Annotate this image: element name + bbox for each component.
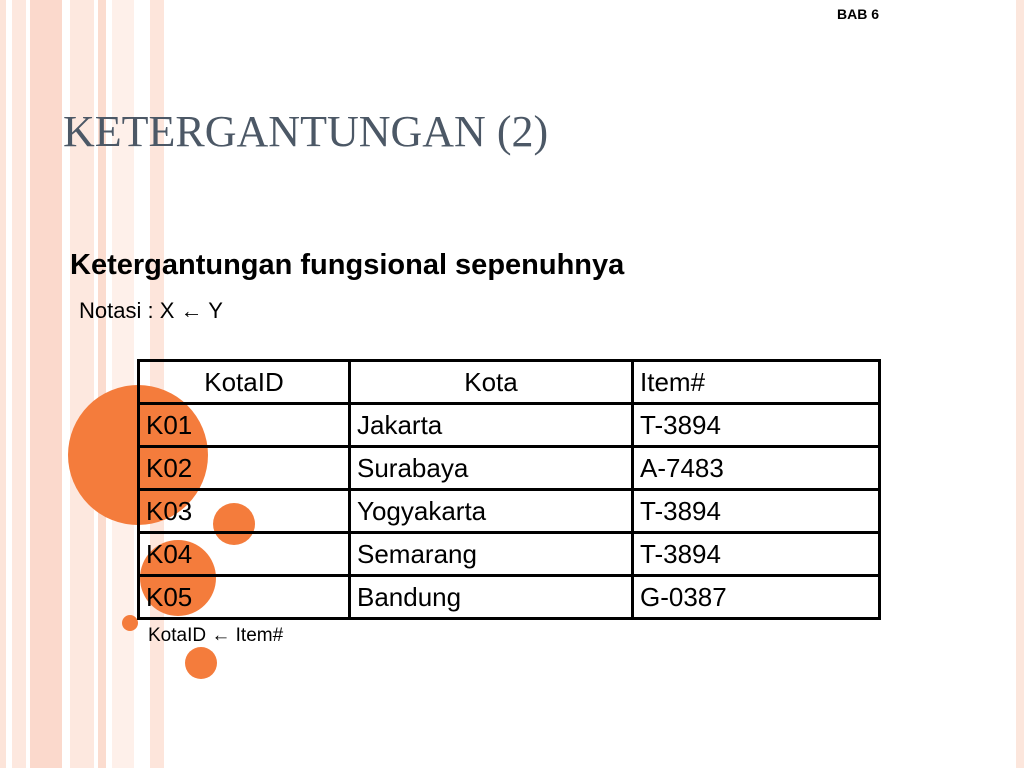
cell-kota: Yogyakarta <box>350 490 633 533</box>
cell-item: T-3894 <box>633 490 880 533</box>
cell-item: G-0387 <box>633 576 880 619</box>
column-header-kota: Kota <box>350 361 633 404</box>
table-row <box>139 404 880 447</box>
cell-kotaid: K04 <box>139 533 350 576</box>
background-stripe-left-edge <box>0 0 6 768</box>
column-header-kotaid: KotaID <box>139 361 350 404</box>
table-row <box>139 490 880 533</box>
cell-kotaid: K03 <box>139 490 350 533</box>
cell-kota: Jakarta <box>350 404 633 447</box>
table-row <box>139 533 880 576</box>
page-title: KETERGANTUNGAN (2) <box>63 107 549 156</box>
table-header-row <box>139 361 880 404</box>
chapter-label: BAB 6 <box>837 6 880 22</box>
table-row <box>139 447 880 490</box>
column-header-item: Item# <box>633 361 880 404</box>
background-stripe-right-edge <box>1016 0 1024 768</box>
cell-item: T-3894 <box>633 533 880 576</box>
cell-item: T-3894 <box>633 404 880 447</box>
dependency-table <box>137 359 881 620</box>
notation-text: Notasi : X ← Y <box>79 298 223 323</box>
slide-subtitle: Ketergantungan fungsional sepenuhnya <box>70 249 625 281</box>
cell-kota: Semarang <box>350 533 633 576</box>
cell-kota: Bandung <box>350 576 633 619</box>
cell-item: A-7483 <box>633 447 880 490</box>
decorative-circle-tiny <box>122 615 138 631</box>
dependency-text: KotaID ← Item# <box>148 625 284 646</box>
decorative-circle-small-bottom <box>185 647 217 679</box>
table-row <box>139 576 880 619</box>
cell-kotaid: K02 <box>139 447 350 490</box>
cell-kotaid: K01 <box>139 404 350 447</box>
cell-kota: Surabaya <box>350 447 633 490</box>
cell-kotaid: K05 <box>139 576 350 619</box>
background-stripe-1 <box>12 0 26 768</box>
background-stripe-2 <box>30 0 62 768</box>
